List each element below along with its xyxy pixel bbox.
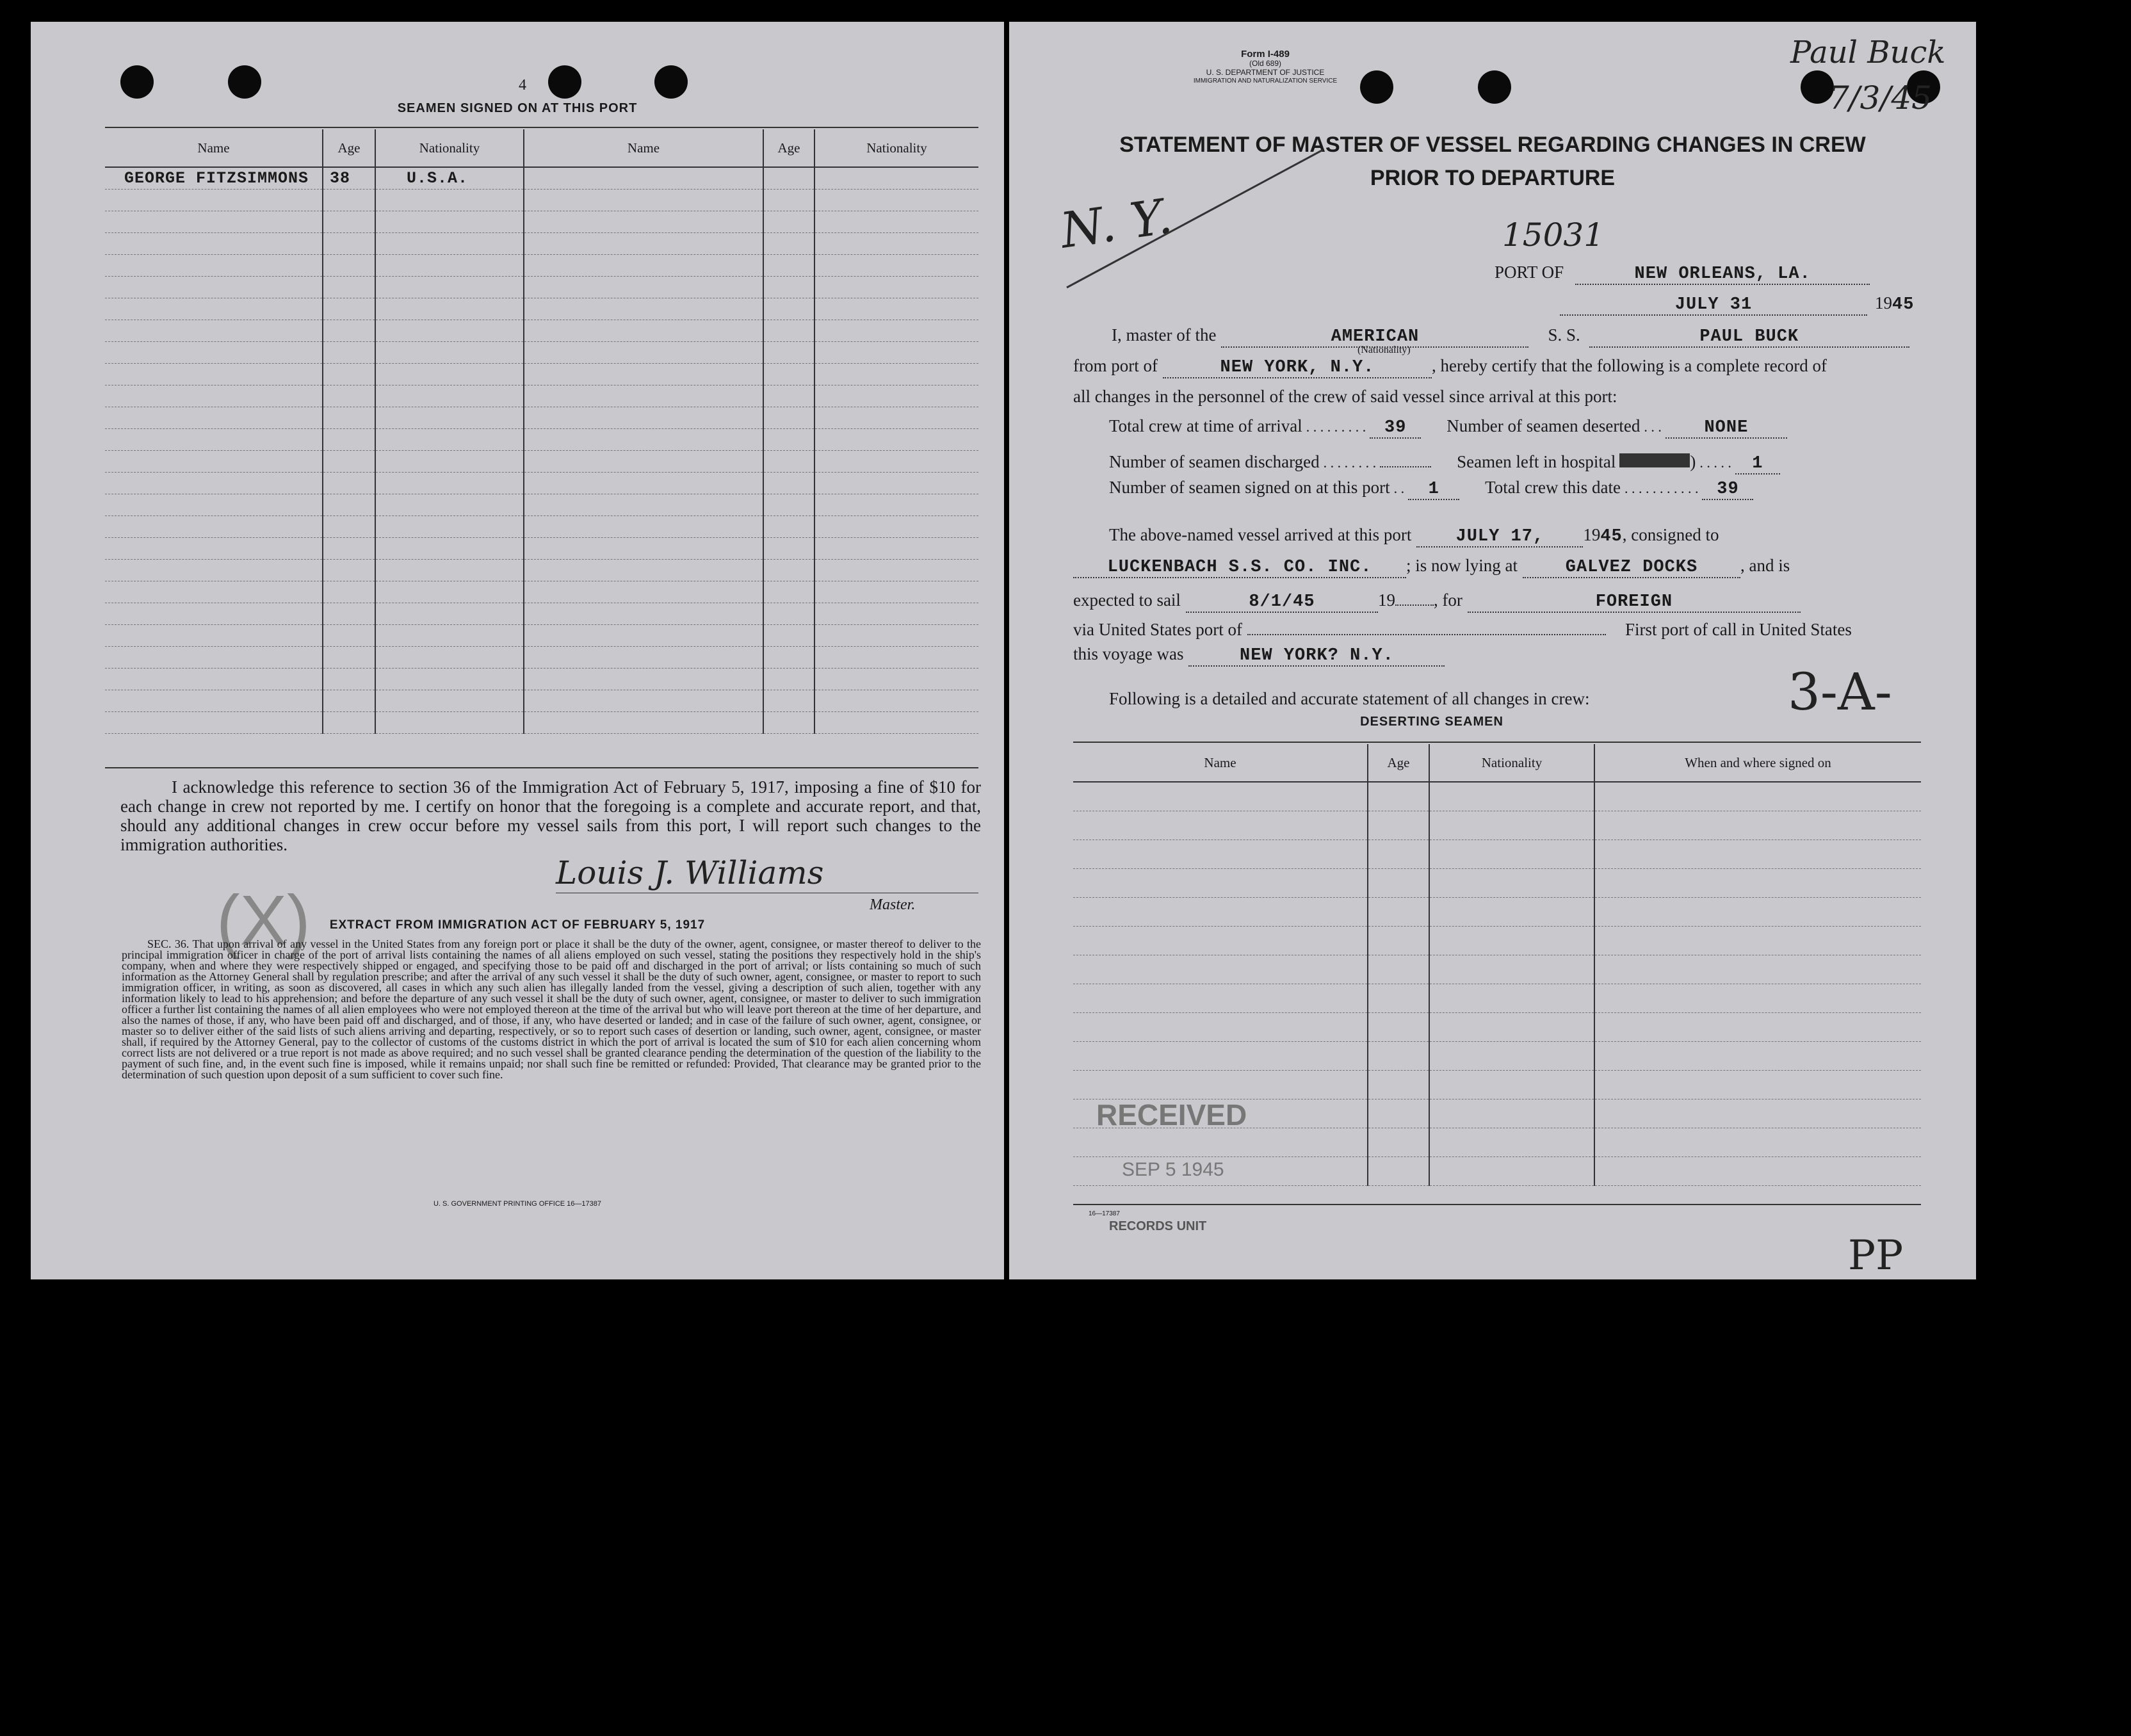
records-unit-stamp: RECORDS UNIT bbox=[1109, 1219, 1207, 1233]
column-header: Nationality bbox=[1429, 744, 1594, 782]
department: U. S. DEPARTMENT OF JUSTICE bbox=[1206, 68, 1325, 77]
column-header: Age bbox=[763, 129, 814, 167]
column-header: Name bbox=[524, 129, 763, 167]
master-of-label: I, master of the bbox=[1112, 325, 1217, 345]
column-header: Name bbox=[1073, 744, 1368, 782]
printing-office: U. S. GOVERNMENT PRINTING OFFICE 16—17387 bbox=[433, 1200, 602, 1208]
acknowledgement-text: I acknowledge this reference to section 36 of the Immigration Act of February 5, 1917, imposing a fine of $10 for each change in crew not reported by me. I certify on honor that the foregoing is a complete and accurate report, and that, should any additional changes in crew occur before my vessel sails from this port, I will report such changes to the immigration authorities. bbox=[120, 777, 981, 854]
seaman-age: 38 bbox=[323, 167, 375, 190]
title-line-2: PRIOR TO DEPARTURE bbox=[1370, 166, 1616, 190]
total-date-field: 39 bbox=[1702, 480, 1753, 500]
extract-title: EXTRACT FROM IMMIGRATION ACT OF FEBRUARY 5, 1917 bbox=[329, 918, 706, 932]
deserted-label: Number of seamen deserted bbox=[1446, 416, 1641, 435]
column-header: When and where signed on bbox=[1594, 744, 1921, 782]
consigned-label: , consigned to bbox=[1622, 525, 1719, 544]
page-number: 4 bbox=[519, 77, 526, 93]
punch-hole bbox=[228, 65, 261, 99]
title-line-1: STATEMENT OF MASTER OF VESSEL REGARDING CHANGES IN CREW bbox=[1119, 133, 1866, 157]
all-changes-text: all changes in the personnel of the crew of said vessel since arrival at this port: bbox=[1073, 387, 1617, 406]
nationality-field: AMERICAN bbox=[1221, 327, 1528, 348]
signed-on-field: 1 bbox=[1408, 480, 1459, 500]
hospital-label: Seamen left in hospital bbox=[1457, 452, 1616, 471]
handwritten-code: 3-A- bbox=[1788, 662, 1892, 722]
handwritten-ny: N. Y. bbox=[1057, 187, 1176, 259]
nationality-caption: (Nationality) bbox=[1357, 345, 1411, 355]
arrived-field: JULY 17, bbox=[1416, 527, 1583, 548]
redacted-text bbox=[1619, 453, 1690, 467]
column-header: Name bbox=[105, 129, 323, 167]
arrived-year: 45 bbox=[1600, 527, 1623, 546]
file-number: 15031 bbox=[1502, 216, 1605, 254]
consignee-field: LUCKENBACH S.S. CO. INC. bbox=[1073, 558, 1406, 578]
following-text: Following is a detailed and accurate statement of all changes in crew: bbox=[1109, 689, 1590, 708]
total-arrival-label: Total crew at time of arrival bbox=[1109, 416, 1302, 435]
service-name: IMMIGRATION AND NATURALIZATION SERVICE bbox=[1193, 77, 1338, 85]
section-36-text: SEC. 36. That upon arrival of any vessel in the United States from any foreign port or place it shall be the duty of the owner, agent, consignee, or master thereof to deliver to the principal immigration officer in charge of the port of arrival lists containing the names of all aliens employed on such vessel, stating the positions they respectively hold in the ship's company, when and where they were respectively shipped or engaged, and specifying those to be paid off and discharged in the port of arrival; or lists containing so much of such information as the Attorney General shall by regulation prescribe; and after the arrival of any such vessel it shall be the duty of such owner, agent, consignee, or master to report to such immigration officer, in writing, as soon as discovered, all cases in which any such alien has illegally landed from the vessel, giving a description of such alien, together with any information likely to lead to his apprehension; and before the departure of any such vessel it shall be the duty of such owner, agent, consignee, or master to deliver to such immigration officer a further list containing the names of all alien employees who were not employed thereon at the time of the arrival but who will leave port thereon at the time of her departure, and also the names of those, if any, who have been paid off and discharged, and of those, if any, who have deserted or landed; and in case of the failure of such owner, agent, consignee, or master so to deliver either of the said lists of such aliens arriving and departing, respectively, or so to report such cases of desertion or landing, such owner, agent, consignee, or master shall, if required by the Attorney General, pay to the collector of customs of the customs district in which the port of arrival is located the sum of $10 for each alien concerning whom correct lists are not delivered or a true report is not made as above required; and no such vessel shall be granted clearance pending the determination of the question of the liability to the payment of such fine, and, in the event such fine is imposed, while it remains unpaid; nor shall such fine be remitted or refunded: Provided, That clearance may be granted prior to the determination of such question upon deposit of a sum sufficient to cover such fine. bbox=[122, 937, 981, 1081]
destination-field: FOREIGN bbox=[1468, 592, 1801, 613]
form-header bbox=[1150, 50, 1381, 86]
voyage-label: this voyage was bbox=[1073, 644, 1184, 663]
form-old-number: (Old 689) bbox=[1249, 59, 1282, 68]
from-port-label: from port of bbox=[1073, 356, 1158, 375]
left-page bbox=[31, 22, 1004, 1279]
via-port-field bbox=[1247, 615, 1606, 635]
total-date-label: Total crew this date bbox=[1485, 478, 1621, 497]
right-page: Form I-489 (Old 689) U. S. DEPARTMENT OF JUSTICE IMMIGRATION AND NATURALIZATION SERVICE Paul Buck 7/3/45 STATEMENT OF MASTER OF VESSEL REGARDING CHANGES IN CREW PRIOR TO DEPARTURE N. Y. 15031 PORT OF NEW ORLEANS, LA. JULY 31 19 45 I, master of the AMERICAN S. S. PAUL BUCK (Nationality) from port of NEW YORK, N.Y. , hereby certify that the following is a complete record of all changes in the personnel of the crew of said vessel since arrival at this port: Total crew at time of arrival . . . . . . . . . 39 Number of seamen deserted . . . NONE Number of seamen discharged . . . . . . . . Seamen left in hospital ) . . . . . 1 Number of seamen signed on at this port . . 1 Total crew this date . . . . . . . . . . . 39 The above-named vessel arrived at this port JULY 17, 19 45 , consigned to LUCKENBACH S.S. CO. INC. ; is now lying at GALVEZ DOCKS , and is expected to sail 8/1/45 19 , for FOREIGN via United States port of First port of call in United States this voyage was NEW YORK? N.Y. Following is a detailed and accurate statement of all changes in crew: 3-A- DESERTING SEAMEN Name Age Nationality When and where signed on RECEIVED SEP 5 1945 16—17387 RECORDS UNIT PP bbox=[1009, 22, 1976, 1279]
discharged-label: Number of seamen discharged bbox=[1109, 452, 1320, 471]
discharged-field bbox=[1380, 447, 1431, 467]
master-label: Master. bbox=[870, 896, 916, 913]
handwritten-date: 7/3/45 bbox=[1829, 79, 1932, 117]
lying-label: ; is now lying at bbox=[1406, 556, 1518, 575]
initials: PP bbox=[1848, 1232, 1904, 1279]
signed-on-table bbox=[105, 129, 978, 734]
total-arrival-field: 39 bbox=[1370, 418, 1421, 439]
certify-text: , hereby certify that the following is a complete record of bbox=[1431, 356, 1827, 375]
year-field: 45 bbox=[1892, 295, 1915, 314]
handwritten-stroke bbox=[1060, 143, 1329, 297]
stamp-mark: (X) bbox=[216, 881, 311, 960]
port-field: NEW ORLEANS, LA. bbox=[1575, 264, 1870, 285]
seamen-signed-on-title: SEAMEN SIGNED ON AT THIS PORT bbox=[397, 101, 638, 115]
deserted-field: NONE bbox=[1665, 418, 1787, 439]
from-port-field: NEW YORK, N.Y. bbox=[1163, 358, 1432, 378]
punch-hole bbox=[654, 65, 688, 99]
sail-year-prefix: 19 bbox=[1377, 590, 1395, 610]
received-stamp: RECEIVED bbox=[1096, 1098, 1247, 1132]
port-label: PORT OF bbox=[1495, 263, 1564, 282]
form-number: Form I-489 bbox=[1241, 49, 1290, 60]
year-prefix: 19 bbox=[1875, 293, 1892, 312]
column-header: Nationality bbox=[814, 129, 978, 167]
punch-hole bbox=[548, 65, 581, 99]
first-port-label: First port of call in United States bbox=[1625, 620, 1852, 639]
form-code: 16—17387 bbox=[1089, 1210, 1120, 1217]
table-row bbox=[105, 167, 978, 190]
ss-label: S. S. bbox=[1548, 325, 1580, 345]
handwritten-vessel-name: Paul Buck bbox=[1790, 35, 1946, 70]
punch-hole bbox=[120, 65, 154, 99]
deserting-seamen-title: DESERTING SEAMEN bbox=[1360, 715, 1503, 729]
column-header: Nationality bbox=[375, 129, 524, 167]
lying-field: GALVEZ DOCKS bbox=[1523, 558, 1740, 578]
arrived-label: The above-named vessel arrived at this port bbox=[1109, 525, 1412, 544]
first-port-field: NEW YORK? N.Y. bbox=[1188, 646, 1445, 667]
sail-date-field: 8/1/45 bbox=[1186, 592, 1378, 613]
via-label: via United States port of bbox=[1073, 620, 1242, 639]
seaman-name: GEORGE FITZSIMMONS bbox=[105, 167, 323, 190]
column-header: Age bbox=[323, 129, 375, 167]
date-field: JULY 31 bbox=[1560, 295, 1867, 316]
arrived-year-prefix: 19 bbox=[1583, 525, 1601, 544]
seaman-nationality: U.S.A. bbox=[375, 167, 524, 190]
for-label: , for bbox=[1433, 590, 1463, 610]
signed-on-label: Number of seamen signed on at this port bbox=[1109, 478, 1390, 497]
hospital-field: 1 bbox=[1735, 454, 1780, 475]
master-signature: Louis J. Williams bbox=[556, 854, 824, 891]
vessel-field: PAUL BUCK bbox=[1589, 327, 1909, 348]
and-is-label: , and is bbox=[1740, 556, 1790, 575]
punch-hole bbox=[1478, 70, 1511, 104]
expected-label: expected to sail bbox=[1073, 590, 1181, 610]
received-date-stamp: SEP 5 1945 bbox=[1122, 1159, 1224, 1180]
column-header: Age bbox=[1368, 744, 1429, 782]
